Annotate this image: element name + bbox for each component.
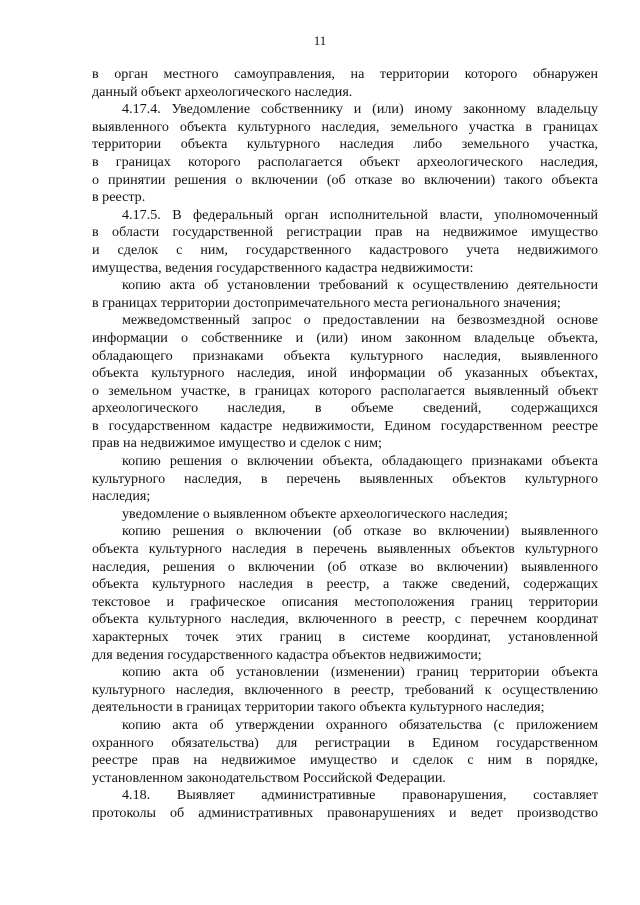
page-number: 11 [313, 33, 327, 48]
text-line: объекта культурного наследия в реестр, а также сведений, содержащих [92, 576, 598, 593]
text-line: имущества, ведения государственного кадастра недвижимости: [92, 259, 474, 276]
text-line: и сделок с ним, государственного кадастрового учета недвижимого [92, 241, 598, 258]
text-line: копию решения о включении объекта, обладающего признаками объекта [122, 453, 598, 470]
text-line: в границах которого располагается объект археологического наследия, [92, 153, 598, 170]
text-line: культурного наследия, в перечень выявленных объектов культурного [92, 470, 598, 487]
text-line: в орган местного самоуправления, на территории которого обнаружен [92, 66, 598, 82]
text-line: копию акта об установлении требований к осуществлению деятельности [122, 277, 598, 294]
text-line: установленном законодательством Российской Федерации. [92, 769, 446, 786]
text-line: объекта культурного наследия, иной информации об указанных объектах, [92, 365, 598, 382]
text-line: данный объект археологического наследия. [92, 83, 353, 100]
text-line: археологического наследия, в объеме сведений, содержащихся [92, 400, 598, 417]
text-line: уведомление о выявленном объекте археологического наследия; [122, 505, 508, 522]
text-line: в реестр. [92, 189, 146, 206]
text-line: копию акта об утверждении охранного обязательства (с приложением [122, 716, 598, 733]
text-line: 4.17.5. В федеральный орган исполнительной власти, уполномоченный [122, 206, 598, 223]
text-line: копию решения о включении (об отказе во включении) выявленного [122, 523, 598, 540]
text-line: в области государственной регистрации прав на недвижимое имущество [92, 224, 598, 241]
text-line: копию акта об установлении (изменении) границ территории объекта [122, 664, 598, 681]
text-line: о принятии решения о включении (об отказе во включении) такого объекта [92, 171, 598, 188]
text-line: для ведения государственного кадастра объектов недвижимости; [92, 646, 482, 663]
text-line: информации о собственнике и (или) ином законном владельце объекта, [92, 329, 598, 346]
document-body-text [92, 66, 598, 823]
text-line: охранного обязательства) для регистрации в Едином государственном [92, 734, 598, 751]
text-line: протоколы об административных правонарушениях и ведет производство [92, 804, 598, 821]
text-line: 4.17.4. Уведомление собственнику и (или) иному законному владельцу [122, 101, 598, 118]
text-line: 4.18. Выявляет административные правонарушения, составляет [122, 787, 598, 804]
text-line: выявленного объекта культурного наследия, земельного участка в границах [92, 118, 598, 135]
text-line: объекта культурного наследия в перечень выявленных объектов культурного [92, 541, 598, 558]
text-line: территории объекта культурного наследия либо земельного участка, [92, 136, 598, 153]
text-line: прав на недвижимое имущество и сделок с ним; [92, 435, 382, 452]
text-line: в государственном кадастре недвижимости, Едином государственном реестре [92, 417, 598, 434]
text-line: деятельности в границах территории такого объекта культурного наследия; [92, 699, 545, 716]
text-line: о земельном участке, в границах которого располагается выявленный объект [92, 382, 598, 399]
text-line: наследия, решения о включении (об отказе во включении) выявленного [92, 558, 598, 575]
text-line: обладающего признаками объекта культурного наследия, выявленного [92, 347, 598, 364]
text-line: культурного наследия, включенного в реестр, требований к осуществлению [92, 681, 598, 698]
text-line: реестре прав на недвижимое имущество и сделок с ним в порядке, [92, 752, 598, 769]
text-line: межведомственный запрос о предоставлении на безвозмездной основе [122, 312, 598, 329]
text-line: наследия; [92, 488, 151, 505]
text-line: характерных точек этих границ в системе координат, установленной [92, 629, 598, 645]
text-line: текстовое и графическое описания местоположения границ территории [92, 593, 598, 610]
text-line: объекта культурного наследия, включенного в реестр, с перечнем координат [92, 611, 598, 628]
text-line: в границах территории достопримечательного места регионального значения; [92, 294, 561, 311]
